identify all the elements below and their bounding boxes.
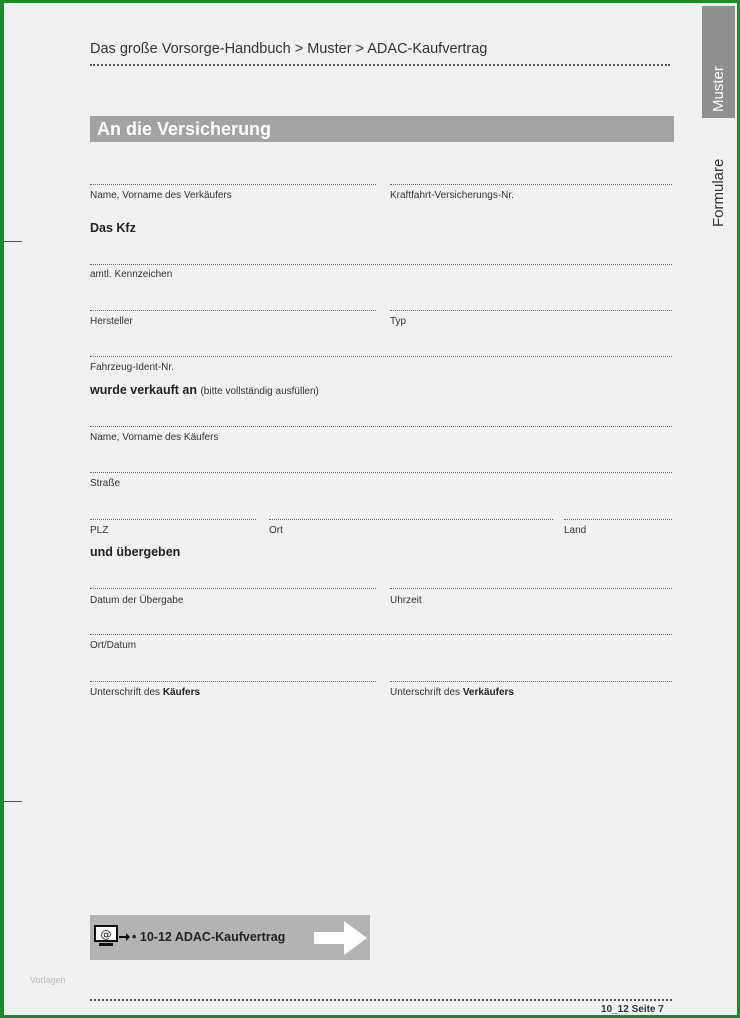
breadcrumb: Das große Vorsorge-Handbuch > Muster > ADAC-Kaufvertrag — [90, 41, 488, 57]
tab-muster-label: Muster — [710, 66, 727, 112]
sig-buyer-strong: Käufers — [162, 687, 201, 698]
type-line[interactable] — [390, 310, 672, 311]
margin-mark-bottom — [4, 801, 22, 802]
section-handed-over: und übergeben — [90, 545, 181, 559]
type-label: Typ — [390, 316, 407, 327]
place-date-line[interactable] — [90, 634, 672, 635]
country-line[interactable] — [564, 519, 672, 520]
sold-to-text: wurde verkauft an — [90, 383, 197, 397]
link-bullet: • — [132, 930, 137, 944]
buyer-name-line[interactable] — [90, 426, 672, 427]
city-line[interactable] — [269, 519, 553, 520]
zip-label: PLZ — [90, 525, 109, 536]
street-line[interactable] — [90, 472, 672, 473]
manufacturer-label: Hersteller — [90, 316, 133, 327]
zip-line[interactable] — [90, 519, 256, 520]
tab-formulare[interactable]: Formulare — [710, 158, 727, 227]
sig-seller-strong: Verkäufers — [462, 687, 514, 698]
vin-line[interactable] — [90, 356, 672, 357]
sig-seller-line[interactable] — [390, 681, 672, 682]
vin-label: Fahrzeug-Ident-Nr. — [90, 362, 174, 373]
footer-small-text: Vorlagen — [30, 975, 66, 985]
street-label: Straße — [90, 478, 121, 489]
link-label — [132, 930, 285, 944]
banner-title: An die Versicherung — [90, 116, 674, 142]
svg-text:@: @ — [100, 928, 112, 941]
big-arrow-icon — [312, 918, 370, 958]
section-sold-to — [90, 383, 319, 397]
sig-buyer-label — [90, 687, 200, 698]
sig-buyer-line[interactable] — [90, 681, 376, 682]
seller-name-label: Name, Vorname des Verkäufers — [90, 190, 232, 201]
margin-mark-top — [4, 241, 22, 242]
header-divider — [90, 64, 670, 66]
tab-muster[interactable] — [702, 6, 735, 118]
sig-seller-prefix: Unterschrift des — [390, 687, 461, 698]
time-label: Uhrzeit — [390, 595, 422, 606]
country-label: Land — [564, 525, 587, 536]
sig-seller-label — [390, 687, 514, 698]
sig-buyer-prefix: Unterschrift des — [90, 687, 161, 698]
sold-to-hint: (bitte vollständig ausfüllen) — [200, 386, 319, 397]
section-vehicle: Das Kfz — [90, 221, 136, 235]
city-label: Ort — [269, 525, 283, 536]
footer-divider — [90, 999, 672, 1001]
plate-label: amtl. Kennzeichen — [90, 269, 173, 280]
computer-at-icon — [94, 925, 120, 949]
plate-line[interactable] — [90, 264, 672, 265]
link-title: 10-12 ADAC-Kaufvertrag — [139, 930, 286, 944]
manufacturer-line[interactable] — [90, 310, 376, 311]
insurance-no-label: Kraftfahrt-Versicherungs-Nr. — [390, 190, 514, 201]
buyer-name-label: Name, Vorname des Käufers — [90, 432, 219, 443]
handover-date-label: Datum der Übergabe — [90, 595, 184, 606]
page-number: 10_12 Seite 7 — [601, 1004, 664, 1015]
time-line[interactable] — [390, 588, 672, 589]
place-date-label: Ort/Datum — [90, 640, 137, 651]
link-download-box[interactable] — [90, 915, 370, 960]
arrow-right-icon — [119, 932, 131, 942]
handover-date-line[interactable] — [90, 588, 376, 589]
insurance-no-line[interactable] — [390, 184, 672, 185]
form-page — [4, 3, 737, 1015]
seller-name-line[interactable] — [90, 184, 376, 185]
